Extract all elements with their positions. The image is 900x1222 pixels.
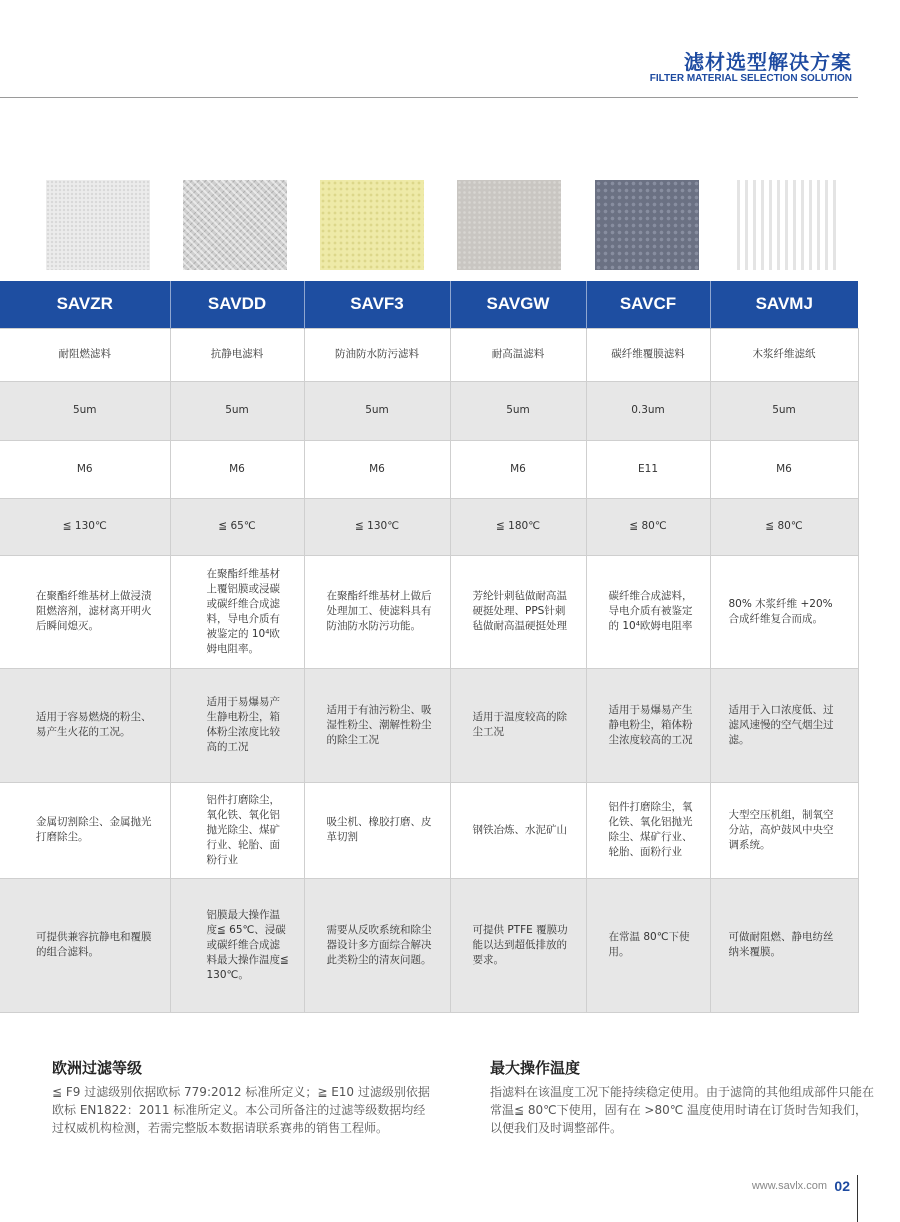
table-cell: 适用于易爆易产生静电粉尘，箱体粉尘浓度较高的工况: [586, 668, 710, 782]
table-cell: 适用于温度较高的除尘工况: [450, 668, 586, 782]
table-cell: 抗静电滤料: [170, 328, 304, 381]
application-row: [0, 782, 858, 878]
table-cell: 可做耐阻燃、静电纺丝纳米覆膜。: [710, 878, 858, 1012]
product-code: SAVDD: [170, 281, 304, 328]
material-type-row: [0, 328, 858, 381]
page-subtitle: FILTER MATERIAL SELECTION SOLUTION: [649, 73, 852, 84]
table-cell: M6: [450, 440, 586, 498]
table-cell: 吸尘机、橡胶打磨、皮革切割: [304, 782, 450, 878]
table-cell: 5um: [170, 381, 304, 440]
table-cell: 5um: [450, 381, 586, 440]
page-number: 02: [834, 1178, 850, 1194]
table-cell: 碳纤维覆膜滤料: [586, 328, 710, 381]
table-cell: 80% 木浆纤维 +20% 合成纤维复合而成。: [710, 555, 858, 668]
eu-filter-grade-heading: 欧洲过滤等级: [52, 1059, 143, 1077]
table-cell: 金属切割除尘、金属抛光打磨除尘。: [0, 782, 170, 878]
material-swatch-savzr: [46, 180, 150, 270]
table-cell: M6: [0, 440, 170, 498]
table-cell: 5um: [710, 381, 858, 440]
product-code: SAVZR: [0, 281, 170, 328]
table-cell: 耐阻燃滤料: [0, 328, 170, 381]
working-condition-row: [0, 668, 858, 782]
eu-filter-grade-text: ≦ F9 过滤级别依据欧标 779:2012 标准所定义；≧ E10 过滤级别依据欧标 EN1822：2011 标准所定义。本公司所备注的过滤等级数据均经过权威机构检测，若需完整版本数据请联系赛弗的销售工程师。: [52, 1085, 430, 1135]
table-cell: 在聚酯纤维基材上做浸渍阻燃溶剂，滤材离开明火后瞬间熄灭。: [0, 555, 170, 668]
precision-row: [0, 381, 858, 440]
table-cell: ≦ 80℃: [710, 498, 858, 555]
remarks-row: [0, 878, 858, 1012]
material-swatch-savmj: [732, 180, 836, 270]
page-title: 滤材选型解决方案: [684, 50, 852, 74]
material-swatch-savgw: [457, 180, 561, 270]
table-cell: ≦ 80℃: [586, 498, 710, 555]
max-temperature-row: [0, 498, 858, 555]
table-cell: 在聚酯纤维基材上做后处理加工、使滤料具有防油防水防污功能。: [304, 555, 450, 668]
product-code: SAVF3: [304, 281, 450, 328]
process-description-row: [0, 555, 858, 668]
table-cell: 碳纤维合成滤料，导电介质有被鉴定的 10⁴欧姆电阻率: [586, 555, 710, 668]
table-cell: 铝件打磨除尘，氧化铁、氧化铝抛光除尘、煤矿行业、轮胎、面粉行业: [170, 782, 304, 878]
table-cell: 5um: [304, 381, 450, 440]
table-cell: 0.3um: [586, 381, 710, 440]
table-cell: 可提供兼容抗静电和覆膜的组合滤料。: [0, 878, 170, 1012]
table-cell: 在常温 80℃下使用。: [586, 878, 710, 1012]
product-header-row: [0, 281, 858, 328]
filter-grade-row: [0, 440, 858, 498]
table-cell: ≦ 180℃: [450, 498, 586, 555]
table-cell: 适用于有油污粉尘、吸湿性粉尘、潮解性粉尘的除尘工况: [304, 668, 450, 782]
header-divider: [0, 97, 858, 98]
table-cell: M6: [304, 440, 450, 498]
product-code: SAVMJ: [710, 281, 858, 328]
table-cell: 钢铁冶炼、水泥矿山: [450, 782, 586, 878]
table-cell: 铝膜最大操作温度≦ 65℃、浸碳或碳纤维合成滤料最大操作温度≦ 130℃。: [170, 878, 304, 1012]
table-cell: M6: [170, 440, 304, 498]
spec-table: [0, 281, 859, 1013]
table-cell: 适用于易爆易产生静电粉尘，箱体粉尘浓度比较高的工况: [170, 668, 304, 782]
table-cell: 防油防水防污滤料: [304, 328, 450, 381]
table-cell: 芳纶针刺毡做耐高温硬挺处理、PPS针刺毡做耐高温硬挺处理: [450, 555, 586, 668]
table-cell: 在聚酯纤维基材上覆铝膜或浸碳或碳纤维合成滤料，导电介质有被鉴定的 10⁴欧姆电阻率。: [170, 555, 304, 668]
page-number-divider: [857, 1175, 858, 1222]
material-swatch-savdd: [183, 180, 287, 270]
website-url: www.savlx.com: [751, 1180, 827, 1192]
table-cell: E11: [586, 440, 710, 498]
table-cell: ≦ 130℃: [0, 498, 170, 555]
material-swatch-savcf: [595, 180, 699, 270]
table-cell: 适用于入口浓度低、过滤风速慢的空气烟尘过滤。: [710, 668, 858, 782]
table-cell: M6: [710, 440, 858, 498]
material-swatch-savf3: [320, 180, 424, 270]
product-code: SAVGW: [450, 281, 586, 328]
product-code: SAVCF: [586, 281, 710, 328]
table-cell: 大型空压机组，制氧空分站，高炉鼓风中央空调系统。: [710, 782, 858, 878]
table-cell: 耐高温滤料: [450, 328, 586, 381]
table-cell: ≦ 65℃: [170, 498, 304, 555]
max-temp-text: 指滤料在该温度工况下能持续稳定使用。由于滤筒的其他组成部件只能在常温≦ 80℃下使用，固有在 >80℃ 温度使用时请在订货时告知我们，以便我们及时调整部件。: [490, 1085, 875, 1135]
table-cell: 可提供 PTFE 覆膜功能以达到超低排放的要求。: [450, 878, 586, 1012]
table-cell: 适用于容易燃烧的粉尘、易产生火花的工况。: [0, 668, 170, 782]
table-cell: 铝件打磨除尘，氧化铁、氧化铝抛光除尘、煤矿行业、轮胎、面粉行业: [586, 782, 710, 878]
max-temp-heading: 最大操作温度: [490, 1059, 581, 1077]
table-cell: 木浆纤维滤纸: [710, 328, 858, 381]
table-cell: 需要从反吹系统和除尘器设计多方面综合解决此类粉尘的清灰问题。: [304, 878, 450, 1012]
table-cell: 5um: [0, 381, 170, 440]
table-cell: ≦ 130℃: [304, 498, 450, 555]
